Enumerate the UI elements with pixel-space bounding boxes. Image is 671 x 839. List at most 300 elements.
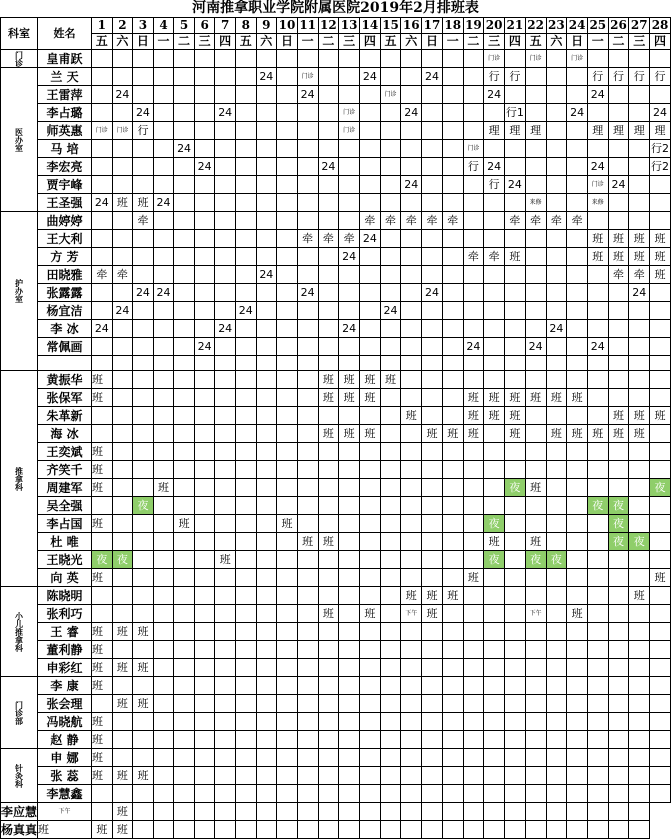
- shift-cell[interactable]: 班: [215, 551, 236, 569]
- shift-cell[interactable]: [153, 338, 174, 356]
- shift-cell[interactable]: [567, 266, 588, 284]
- shift-cell[interactable]: 夜: [484, 551, 505, 569]
- shift-cell[interactable]: [194, 320, 215, 338]
- shift-cell[interactable]: [297, 677, 318, 695]
- shift-cell[interactable]: [277, 425, 298, 443]
- shift-cell[interactable]: [318, 497, 339, 515]
- shift-cell[interactable]: [546, 356, 567, 371]
- shift-cell[interactable]: [380, 497, 401, 515]
- shift-cell[interactable]: [92, 140, 113, 158]
- shift-cell[interactable]: [587, 533, 608, 551]
- shift-cell[interactable]: [422, 302, 443, 320]
- shift-cell[interactable]: [318, 320, 339, 338]
- shift-cell[interactable]: [608, 821, 629, 839]
- shift-cell[interactable]: [401, 356, 422, 371]
- shift-cell[interactable]: 24: [133, 284, 154, 302]
- shift-cell[interactable]: [92, 212, 113, 230]
- shift-cell[interactable]: 牵: [297, 230, 318, 248]
- shift-cell[interactable]: [587, 785, 608, 803]
- shift-cell[interactable]: [153, 461, 174, 479]
- shift-cell[interactable]: [463, 50, 484, 68]
- shift-cell[interactable]: [277, 230, 298, 248]
- shift-cell[interactable]: [442, 86, 463, 104]
- shift-cell[interactable]: [318, 194, 339, 212]
- shift-cell[interactable]: [525, 176, 546, 194]
- shift-cell[interactable]: [297, 50, 318, 68]
- shift-cell[interactable]: [215, 623, 236, 641]
- shift-cell[interactable]: [359, 140, 380, 158]
- shift-cell[interactable]: [546, 695, 567, 713]
- shift-cell[interactable]: [463, 104, 484, 122]
- shift-cell[interactable]: [608, 677, 629, 695]
- shift-cell[interactable]: [235, 731, 256, 749]
- shift-cell[interactable]: [215, 497, 236, 515]
- shift-cell[interactable]: [546, 338, 567, 356]
- shift-cell[interactable]: 班: [92, 461, 113, 479]
- shift-cell[interactable]: [629, 677, 650, 695]
- shift-cell[interactable]: [567, 587, 588, 605]
- shift-cell[interactable]: 行: [608, 68, 629, 86]
- shift-cell[interactable]: [546, 623, 567, 641]
- shift-cell[interactable]: [546, 194, 567, 212]
- shift-cell[interactable]: 班: [38, 821, 92, 839]
- shift-cell[interactable]: [256, 749, 277, 767]
- shift-cell[interactable]: [525, 266, 546, 284]
- shift-cell[interactable]: [587, 605, 608, 623]
- shift-cell[interactable]: [525, 320, 546, 338]
- shift-cell[interactable]: [297, 785, 318, 803]
- shift-cell[interactable]: [174, 551, 195, 569]
- shift-cell[interactable]: 行: [484, 68, 505, 86]
- shift-cell[interactable]: [153, 569, 174, 587]
- shift-cell[interactable]: 夜: [608, 497, 629, 515]
- shift-cell[interactable]: [112, 713, 133, 731]
- shift-cell[interactable]: [567, 194, 588, 212]
- shift-cell[interactable]: [215, 569, 236, 587]
- shift-cell[interactable]: [318, 122, 339, 140]
- shift-cell[interactable]: [484, 623, 505, 641]
- shift-cell[interactable]: [650, 356, 671, 371]
- shift-cell[interactable]: [174, 641, 195, 659]
- shift-cell[interactable]: [153, 104, 174, 122]
- shift-cell[interactable]: [194, 371, 215, 389]
- shift-cell[interactable]: [92, 356, 113, 371]
- shift-cell[interactable]: [401, 158, 422, 176]
- shift-cell[interactable]: [235, 104, 256, 122]
- shift-cell[interactable]: 夜: [608, 515, 629, 533]
- shift-cell[interactable]: [525, 230, 546, 248]
- shift-cell[interactable]: [194, 266, 215, 284]
- shift-cell[interactable]: 牵: [133, 212, 154, 230]
- shift-cell[interactable]: [505, 731, 526, 749]
- shift-cell[interactable]: [525, 425, 546, 443]
- shift-cell[interactable]: [153, 695, 174, 713]
- shift-cell[interactable]: [112, 230, 133, 248]
- shift-cell[interactable]: [215, 713, 236, 731]
- shift-cell[interactable]: [463, 659, 484, 677]
- shift-cell[interactable]: [92, 104, 113, 122]
- shift-cell[interactable]: [546, 605, 567, 623]
- shift-cell[interactable]: 24: [112, 302, 133, 320]
- shift-cell[interactable]: [112, 749, 133, 767]
- shift-cell[interactable]: [92, 68, 113, 86]
- shift-cell[interactable]: [422, 677, 443, 695]
- shift-cell[interactable]: 24: [587, 338, 608, 356]
- shift-cell[interactable]: [463, 821, 484, 839]
- shift-cell[interactable]: 班: [359, 389, 380, 407]
- shift-cell[interactable]: [277, 533, 298, 551]
- shift-cell[interactable]: 班: [318, 425, 339, 443]
- shift-cell[interactable]: [277, 104, 298, 122]
- shift-cell[interactable]: [277, 497, 298, 515]
- shift-cell[interactable]: [318, 50, 339, 68]
- shift-cell[interactable]: [112, 605, 133, 623]
- shift-cell[interactable]: [153, 122, 174, 140]
- shift-cell[interactable]: [277, 731, 298, 749]
- shift-cell[interactable]: [608, 356, 629, 371]
- shift-cell[interactable]: 来修: [525, 194, 546, 212]
- shift-cell[interactable]: [546, 302, 567, 320]
- shift-cell[interactable]: [359, 302, 380, 320]
- shift-cell[interactable]: [153, 785, 174, 803]
- shift-cell[interactable]: [215, 785, 236, 803]
- shift-cell[interactable]: [650, 515, 671, 533]
- shift-cell[interactable]: [194, 212, 215, 230]
- shift-cell[interactable]: 理: [484, 122, 505, 140]
- shift-cell[interactable]: [546, 443, 567, 461]
- shift-cell[interactable]: 夜: [484, 515, 505, 533]
- shift-cell[interactable]: [318, 302, 339, 320]
- shift-cell[interactable]: [587, 320, 608, 338]
- shift-cell[interactable]: [525, 248, 546, 266]
- shift-cell[interactable]: [629, 50, 650, 68]
- shift-cell[interactable]: [567, 821, 588, 839]
- shift-cell[interactable]: [380, 551, 401, 569]
- shift-cell[interactable]: [133, 266, 154, 284]
- shift-cell[interactable]: [277, 122, 298, 140]
- shift-cell[interactable]: 理: [650, 122, 671, 140]
- shift-cell[interactable]: [442, 176, 463, 194]
- shift-cell[interactable]: [297, 551, 318, 569]
- shift-cell[interactable]: [587, 641, 608, 659]
- shift-cell[interactable]: [277, 389, 298, 407]
- shift-cell[interactable]: 班: [318, 371, 339, 389]
- shift-cell[interactable]: [194, 86, 215, 104]
- shift-cell[interactable]: [442, 104, 463, 122]
- shift-cell[interactable]: [153, 140, 174, 158]
- shift-cell[interactable]: [380, 284, 401, 302]
- shift-cell[interactable]: 理: [608, 122, 629, 140]
- shift-cell[interactable]: [174, 569, 195, 587]
- shift-cell[interactable]: [297, 266, 318, 284]
- shift-cell[interactable]: [442, 713, 463, 731]
- shift-cell[interactable]: [359, 677, 380, 695]
- shift-cell[interactable]: 行2: [650, 140, 671, 158]
- shift-cell[interactable]: [567, 68, 588, 86]
- shift-cell[interactable]: [133, 176, 154, 194]
- shift-cell[interactable]: [650, 425, 671, 443]
- shift-cell[interactable]: [380, 605, 401, 623]
- shift-cell[interactable]: [380, 569, 401, 587]
- shift-cell[interactable]: [484, 803, 505, 821]
- shift-cell[interactable]: [525, 623, 546, 641]
- shift-cell[interactable]: [256, 659, 277, 677]
- shift-cell[interactable]: 班: [650, 569, 671, 587]
- shift-cell[interactable]: [505, 695, 526, 713]
- shift-cell[interactable]: [297, 461, 318, 479]
- shift-cell[interactable]: [133, 785, 154, 803]
- shift-cell[interactable]: [442, 677, 463, 695]
- shift-cell[interactable]: [277, 320, 298, 338]
- shift-cell[interactable]: [215, 371, 236, 389]
- shift-cell[interactable]: [484, 194, 505, 212]
- shift-cell[interactable]: [339, 407, 360, 425]
- shift-cell[interactable]: [650, 605, 671, 623]
- shift-cell[interactable]: 夜: [546, 551, 567, 569]
- shift-cell[interactable]: [546, 731, 567, 749]
- shift-cell[interactable]: [318, 713, 339, 731]
- shift-cell[interactable]: [277, 284, 298, 302]
- shift-cell[interactable]: 夜: [629, 533, 650, 551]
- shift-cell[interactable]: [215, 461, 236, 479]
- shift-cell[interactable]: [256, 767, 277, 785]
- shift-cell[interactable]: [422, 266, 443, 284]
- shift-cell[interactable]: [484, 749, 505, 767]
- shift-cell[interactable]: [401, 821, 422, 839]
- shift-cell[interactable]: [359, 785, 380, 803]
- shift-cell[interactable]: [505, 623, 526, 641]
- shift-cell[interactable]: [587, 515, 608, 533]
- shift-cell[interactable]: [505, 302, 526, 320]
- shift-cell[interactable]: 门诊: [297, 68, 318, 86]
- shift-cell[interactable]: [422, 338, 443, 356]
- shift-cell[interactable]: [318, 461, 339, 479]
- shift-cell[interactable]: [587, 677, 608, 695]
- shift-cell[interactable]: 夜: [608, 533, 629, 551]
- shift-cell[interactable]: [235, 212, 256, 230]
- shift-cell[interactable]: [629, 515, 650, 533]
- shift-cell[interactable]: 门诊: [339, 122, 360, 140]
- shift-cell[interactable]: 24: [359, 230, 380, 248]
- shift-cell[interactable]: [463, 176, 484, 194]
- shift-cell[interactable]: [297, 605, 318, 623]
- shift-cell[interactable]: [650, 50, 671, 68]
- shift-cell[interactable]: 牵: [318, 230, 339, 248]
- shift-cell[interactable]: [608, 140, 629, 158]
- shift-cell[interactable]: [153, 803, 174, 821]
- shift-cell[interactable]: [525, 767, 546, 785]
- shift-cell[interactable]: [277, 68, 298, 86]
- shift-cell[interactable]: [318, 212, 339, 230]
- shift-cell[interactable]: [339, 623, 360, 641]
- shift-cell[interactable]: [256, 302, 277, 320]
- shift-cell[interactable]: [629, 443, 650, 461]
- shift-cell[interactable]: 牵: [505, 212, 526, 230]
- shift-cell[interactable]: [153, 407, 174, 425]
- shift-cell[interactable]: [297, 803, 318, 821]
- shift-cell[interactable]: 下午: [38, 803, 92, 821]
- shift-cell[interactable]: [567, 551, 588, 569]
- shift-cell[interactable]: [422, 659, 443, 677]
- shift-cell[interactable]: [112, 569, 133, 587]
- shift-cell[interactable]: 班: [359, 425, 380, 443]
- shift-cell[interactable]: [133, 389, 154, 407]
- shift-cell[interactable]: [359, 515, 380, 533]
- shift-cell[interactable]: [215, 50, 236, 68]
- shift-cell[interactable]: [112, 248, 133, 266]
- shift-cell[interactable]: [153, 68, 174, 86]
- shift-cell[interactable]: [629, 551, 650, 569]
- shift-cell[interactable]: [112, 338, 133, 356]
- shift-cell[interactable]: [112, 479, 133, 497]
- shift-cell[interactable]: [174, 425, 195, 443]
- shift-cell[interactable]: [546, 821, 567, 839]
- shift-cell[interactable]: [359, 158, 380, 176]
- shift-cell[interactable]: [153, 587, 174, 605]
- shift-cell[interactable]: 门诊: [339, 104, 360, 122]
- shift-cell[interactable]: [256, 479, 277, 497]
- shift-cell[interactable]: [112, 731, 133, 749]
- shift-cell[interactable]: [463, 479, 484, 497]
- shift-cell[interactable]: [422, 803, 443, 821]
- shift-cell[interactable]: [92, 176, 113, 194]
- shift-cell[interactable]: [401, 497, 422, 515]
- shift-cell[interactable]: [153, 443, 174, 461]
- shift-cell[interactable]: [112, 533, 133, 551]
- shift-cell[interactable]: [318, 623, 339, 641]
- shift-cell[interactable]: [442, 338, 463, 356]
- shift-cell[interactable]: 班: [277, 515, 298, 533]
- shift-cell[interactable]: [194, 104, 215, 122]
- shift-cell[interactable]: [650, 785, 671, 803]
- shift-cell[interactable]: [629, 86, 650, 104]
- shift-cell[interactable]: [587, 443, 608, 461]
- shift-cell[interactable]: 班: [463, 425, 484, 443]
- shift-cell[interactable]: [567, 695, 588, 713]
- shift-cell[interactable]: [629, 569, 650, 587]
- shift-cell[interactable]: 班: [442, 425, 463, 443]
- shift-cell[interactable]: [297, 194, 318, 212]
- shift-cell[interactable]: [463, 266, 484, 284]
- shift-cell[interactable]: [422, 731, 443, 749]
- shift-cell[interactable]: [215, 158, 236, 176]
- shift-cell[interactable]: 牵: [525, 212, 546, 230]
- shift-cell[interactable]: 班: [359, 371, 380, 389]
- shift-cell[interactable]: [153, 176, 174, 194]
- shift-cell[interactable]: [174, 695, 195, 713]
- shift-cell[interactable]: [359, 194, 380, 212]
- shift-cell[interactable]: [153, 515, 174, 533]
- shift-cell[interactable]: [235, 194, 256, 212]
- shift-cell[interactable]: [401, 623, 422, 641]
- shift-cell[interactable]: [112, 104, 133, 122]
- shift-cell[interactable]: [525, 677, 546, 695]
- shift-cell[interactable]: 班: [133, 659, 154, 677]
- shift-cell[interactable]: 行: [505, 68, 526, 86]
- shift-cell[interactable]: 班: [92, 515, 113, 533]
- shift-cell[interactable]: [339, 659, 360, 677]
- shift-cell[interactable]: [546, 284, 567, 302]
- shift-cell[interactable]: 班: [505, 407, 526, 425]
- shift-cell[interactable]: [567, 356, 588, 371]
- shift-cell[interactable]: [484, 212, 505, 230]
- shift-cell[interactable]: [174, 479, 195, 497]
- shift-cell[interactable]: [587, 803, 608, 821]
- shift-cell[interactable]: [442, 284, 463, 302]
- shift-cell[interactable]: [194, 356, 215, 371]
- shift-cell[interactable]: [256, 803, 277, 821]
- shift-cell[interactable]: [92, 587, 113, 605]
- shift-cell[interactable]: [256, 212, 277, 230]
- shift-cell[interactable]: [484, 497, 505, 515]
- shift-cell[interactable]: [380, 479, 401, 497]
- shift-cell[interactable]: [318, 587, 339, 605]
- shift-cell[interactable]: 班: [629, 230, 650, 248]
- shift-cell[interactable]: [277, 641, 298, 659]
- shift-cell[interactable]: 班: [505, 425, 526, 443]
- shift-cell[interactable]: [587, 50, 608, 68]
- shift-cell[interactable]: [235, 230, 256, 248]
- shift-cell[interactable]: [194, 713, 215, 731]
- shift-cell[interactable]: 班: [567, 389, 588, 407]
- shift-cell[interactable]: [256, 731, 277, 749]
- shift-cell[interactable]: 行: [463, 158, 484, 176]
- shift-cell[interactable]: 班: [505, 389, 526, 407]
- shift-cell[interactable]: [133, 731, 154, 749]
- shift-cell[interactable]: [359, 461, 380, 479]
- shift-cell[interactable]: [359, 479, 380, 497]
- shift-cell[interactable]: [112, 677, 133, 695]
- shift-cell[interactable]: [608, 212, 629, 230]
- shift-cell[interactable]: [215, 338, 236, 356]
- shift-cell[interactable]: [608, 551, 629, 569]
- shift-cell[interactable]: [525, 731, 546, 749]
- shift-cell[interactable]: [608, 104, 629, 122]
- shift-cell[interactable]: [256, 338, 277, 356]
- shift-cell[interactable]: [277, 266, 298, 284]
- shift-cell[interactable]: [297, 158, 318, 176]
- shift-cell[interactable]: 班: [112, 659, 133, 677]
- shift-cell[interactable]: [380, 695, 401, 713]
- shift-cell[interactable]: [546, 749, 567, 767]
- shift-cell[interactable]: [256, 587, 277, 605]
- shift-cell[interactable]: [546, 68, 567, 86]
- shift-cell[interactable]: [215, 389, 236, 407]
- shift-cell[interactable]: [153, 320, 174, 338]
- shift-cell[interactable]: [256, 176, 277, 194]
- shift-cell[interactable]: [215, 677, 236, 695]
- shift-cell[interactable]: [297, 122, 318, 140]
- shift-cell[interactable]: [422, 407, 443, 425]
- shift-cell[interactable]: [277, 443, 298, 461]
- shift-cell[interactable]: [194, 821, 215, 839]
- shift-cell[interactable]: [359, 284, 380, 302]
- shift-cell[interactable]: 班: [422, 587, 443, 605]
- shift-cell[interactable]: [174, 248, 195, 266]
- shift-cell[interactable]: [215, 605, 236, 623]
- shift-cell[interactable]: [318, 569, 339, 587]
- shift-cell[interactable]: [380, 659, 401, 677]
- shift-cell[interactable]: 24: [587, 158, 608, 176]
- shift-cell[interactable]: [359, 803, 380, 821]
- shift-cell[interactable]: [505, 371, 526, 389]
- shift-cell[interactable]: [629, 713, 650, 731]
- shift-cell[interactable]: [608, 623, 629, 641]
- shift-cell[interactable]: [422, 533, 443, 551]
- shift-cell[interactable]: [112, 425, 133, 443]
- shift-cell[interactable]: 行: [133, 122, 154, 140]
- shift-cell[interactable]: 班: [422, 425, 443, 443]
